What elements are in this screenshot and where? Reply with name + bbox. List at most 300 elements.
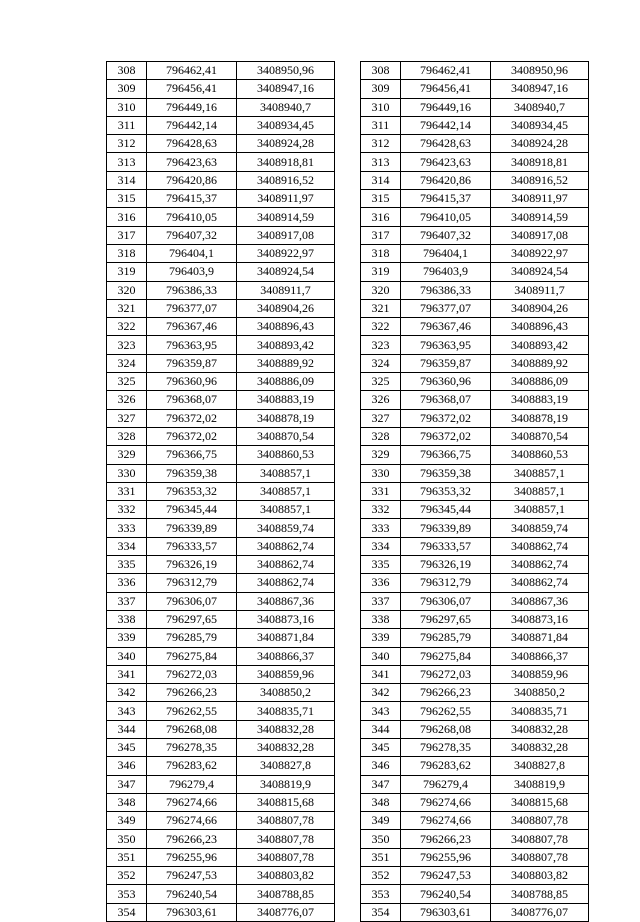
- point-number: 343: [361, 702, 401, 720]
- x-coordinate: 796404,1: [401, 244, 491, 262]
- point-number: 321: [361, 299, 401, 317]
- x-coordinate: 796303,61: [147, 903, 237, 921]
- y-coordinate: 3408950,96: [237, 62, 335, 80]
- point-number: 352: [361, 867, 401, 885]
- table-row: [107, 336, 335, 354]
- x-coordinate: 796360,96: [401, 373, 491, 391]
- table-row: [107, 720, 335, 738]
- x-coordinate: 796428,63: [401, 135, 491, 153]
- x-coordinate: 796240,54: [401, 885, 491, 903]
- x-coordinate: 796386,33: [147, 281, 237, 299]
- x-coordinate: 796247,53: [401, 867, 491, 885]
- y-coordinate: 3408835,71: [237, 702, 335, 720]
- x-coordinate: 796339,89: [401, 519, 491, 537]
- y-coordinate: 3408803,82: [237, 867, 335, 885]
- point-number: 347: [361, 775, 401, 793]
- table-row: [361, 226, 589, 244]
- x-coordinate: 796377,07: [401, 299, 491, 317]
- point-number: 339: [107, 629, 147, 647]
- x-coordinate: 796266,23: [147, 830, 237, 848]
- y-coordinate: 3408896,43: [491, 318, 589, 336]
- point-number: 333: [107, 519, 147, 537]
- point-number: 312: [361, 135, 401, 153]
- table-row: [361, 318, 589, 336]
- y-coordinate: 3408883,19: [237, 391, 335, 409]
- table-row: [361, 647, 589, 665]
- point-number: 341: [107, 665, 147, 683]
- point-number: 327: [361, 409, 401, 427]
- y-coordinate: 3408893,42: [491, 336, 589, 354]
- y-coordinate: 3408827,8: [237, 757, 335, 775]
- x-coordinate: 796272,03: [147, 665, 237, 683]
- x-coordinate: 796372,02: [401, 427, 491, 445]
- table-row: [107, 738, 335, 756]
- y-coordinate: 3408850,2: [237, 684, 335, 702]
- point-number: 311: [107, 116, 147, 134]
- x-coordinate: 796279,4: [147, 775, 237, 793]
- y-coordinate: 3408950,96: [491, 62, 589, 80]
- table-row: [107, 556, 335, 574]
- point-number: 340: [361, 647, 401, 665]
- y-coordinate: 3408807,78: [237, 812, 335, 830]
- point-number: 322: [107, 318, 147, 336]
- point-number: 335: [361, 556, 401, 574]
- x-coordinate: 796377,07: [147, 299, 237, 317]
- table-row: [361, 556, 589, 574]
- y-coordinate: 3408788,85: [491, 885, 589, 903]
- y-coordinate: 3408776,07: [237, 903, 335, 921]
- point-number: 334: [361, 537, 401, 555]
- y-coordinate: 3408918,81: [237, 153, 335, 171]
- table-row: [107, 519, 335, 537]
- point-number: 353: [107, 885, 147, 903]
- x-coordinate: 796410,05: [147, 208, 237, 226]
- y-coordinate: 3408815,68: [491, 793, 589, 811]
- x-coordinate: 796386,33: [401, 281, 491, 299]
- point-number: 346: [107, 757, 147, 775]
- table-row: [107, 263, 335, 281]
- point-number: 348: [107, 793, 147, 811]
- x-coordinate: 796462,41: [147, 62, 237, 80]
- x-coordinate: 796272,03: [401, 665, 491, 683]
- point-number: 326: [107, 391, 147, 409]
- table-row: [361, 738, 589, 756]
- y-coordinate: 3408896,43: [237, 318, 335, 336]
- y-coordinate: 3408857,1: [237, 501, 335, 519]
- table-row: [361, 299, 589, 317]
- table-row: [361, 336, 589, 354]
- x-coordinate: 796415,37: [147, 190, 237, 208]
- point-number: 344: [107, 720, 147, 738]
- x-coordinate: 796449,16: [147, 98, 237, 116]
- x-coordinate: 796266,23: [401, 830, 491, 848]
- y-coordinate: 3408860,53: [491, 446, 589, 464]
- point-number: 308: [107, 62, 147, 80]
- x-coordinate: 796279,4: [401, 775, 491, 793]
- x-coordinate: 796297,65: [147, 610, 237, 628]
- point-number: 319: [361, 263, 401, 281]
- x-coordinate: 796403,9: [147, 263, 237, 281]
- point-number: 323: [107, 336, 147, 354]
- coordinates-table-left: [106, 61, 335, 922]
- table-row: [361, 482, 589, 500]
- table-row: [107, 409, 335, 427]
- x-coordinate: 796275,84: [401, 647, 491, 665]
- y-coordinate: 3408873,16: [237, 610, 335, 628]
- table-row: [107, 135, 335, 153]
- y-coordinate: 3408807,78: [491, 812, 589, 830]
- point-number: 310: [361, 98, 401, 116]
- y-coordinate: 3408859,96: [491, 665, 589, 683]
- table-row: [361, 171, 589, 189]
- y-coordinate: 3408827,8: [491, 757, 589, 775]
- point-number: 320: [361, 281, 401, 299]
- point-number: 328: [361, 427, 401, 445]
- point-number: 310: [107, 98, 147, 116]
- y-coordinate: 3408873,16: [491, 610, 589, 628]
- point-number: 326: [361, 391, 401, 409]
- y-coordinate: 3408870,54: [237, 427, 335, 445]
- x-coordinate: 796372,02: [147, 427, 237, 445]
- x-coordinate: 796303,61: [401, 903, 491, 921]
- table-row: [361, 116, 589, 134]
- point-number: 332: [107, 501, 147, 519]
- y-coordinate: 3408832,28: [491, 738, 589, 756]
- point-number: 311: [361, 116, 401, 134]
- y-coordinate: 3408860,53: [237, 446, 335, 464]
- y-coordinate: 3408866,37: [237, 647, 335, 665]
- table-row: [107, 171, 335, 189]
- x-coordinate: 796274,66: [147, 812, 237, 830]
- x-coordinate: 796420,86: [147, 171, 237, 189]
- y-coordinate: 3408832,28: [237, 738, 335, 756]
- y-coordinate: 3408889,92: [237, 354, 335, 372]
- x-coordinate: 796363,95: [401, 336, 491, 354]
- point-number: 327: [107, 409, 147, 427]
- x-coordinate: 796326,19: [147, 556, 237, 574]
- point-number: 308: [361, 62, 401, 80]
- x-coordinate: 796312,79: [401, 574, 491, 592]
- x-coordinate: 796268,08: [401, 720, 491, 738]
- x-coordinate: 796353,32: [401, 482, 491, 500]
- y-coordinate: 3408862,74: [237, 556, 335, 574]
- y-coordinate: 3408914,59: [237, 208, 335, 226]
- table-row: [107, 757, 335, 775]
- y-coordinate: 3408819,9: [491, 775, 589, 793]
- y-coordinate: 3408862,74: [491, 574, 589, 592]
- x-coordinate: 796345,44: [401, 501, 491, 519]
- y-coordinate: 3408911,7: [237, 281, 335, 299]
- y-coordinate: 3408886,09: [237, 373, 335, 391]
- table-row: [361, 848, 589, 866]
- x-coordinate: 796367,46: [147, 318, 237, 336]
- point-number: 341: [361, 665, 401, 683]
- x-coordinate: 796285,79: [147, 629, 237, 647]
- point-number: 312: [107, 135, 147, 153]
- x-coordinate: 796420,86: [401, 171, 491, 189]
- y-coordinate: 3408807,78: [237, 848, 335, 866]
- point-number: 351: [107, 848, 147, 866]
- x-coordinate: 796423,63: [147, 153, 237, 171]
- x-coordinate: 796410,05: [401, 208, 491, 226]
- y-coordinate: 3408803,82: [491, 867, 589, 885]
- table-row: [107, 281, 335, 299]
- y-coordinate: 3408776,07: [491, 903, 589, 921]
- x-coordinate: 796359,38: [401, 464, 491, 482]
- point-number: 325: [361, 373, 401, 391]
- point-number: 352: [107, 867, 147, 885]
- table-row: [107, 482, 335, 500]
- point-number: 349: [361, 812, 401, 830]
- point-number: 324: [107, 354, 147, 372]
- point-number: 315: [107, 190, 147, 208]
- y-coordinate: 3408870,54: [491, 427, 589, 445]
- x-coordinate: 796274,66: [147, 793, 237, 811]
- table-row: [107, 116, 335, 134]
- x-coordinate: 796278,35: [147, 738, 237, 756]
- point-number: 337: [107, 592, 147, 610]
- point-number: 316: [107, 208, 147, 226]
- y-coordinate: 3408807,78: [491, 848, 589, 866]
- table-row: [361, 281, 589, 299]
- y-coordinate: 3408922,97: [491, 244, 589, 262]
- x-coordinate: 796306,07: [147, 592, 237, 610]
- point-number: 313: [361, 153, 401, 171]
- table-row: [107, 775, 335, 793]
- x-coordinate: 796366,75: [147, 446, 237, 464]
- y-coordinate: 3408857,1: [491, 464, 589, 482]
- x-coordinate: 796266,23: [401, 684, 491, 702]
- table-row: [107, 793, 335, 811]
- table-row: [361, 665, 589, 683]
- x-coordinate: 796359,87: [401, 354, 491, 372]
- x-coordinate: 796274,66: [401, 812, 491, 830]
- table-row: [361, 391, 589, 409]
- x-coordinate: 796255,96: [401, 848, 491, 866]
- x-coordinate: 796359,38: [147, 464, 237, 482]
- x-coordinate: 796285,79: [401, 629, 491, 647]
- y-coordinate: 3408917,08: [237, 226, 335, 244]
- x-coordinate: 796360,96: [147, 373, 237, 391]
- x-coordinate: 796240,54: [147, 885, 237, 903]
- x-coordinate: 796423,63: [401, 153, 491, 171]
- point-number: 343: [107, 702, 147, 720]
- y-coordinate: 3408934,45: [491, 116, 589, 134]
- table-row: [361, 446, 589, 464]
- y-coordinate: 3408832,28: [491, 720, 589, 738]
- table-row: [107, 464, 335, 482]
- table-row: [361, 793, 589, 811]
- point-number: 325: [107, 373, 147, 391]
- x-coordinate: 796367,46: [401, 318, 491, 336]
- table-row: [361, 885, 589, 903]
- point-number: 350: [361, 830, 401, 848]
- table-row: [361, 812, 589, 830]
- point-number: 351: [361, 848, 401, 866]
- x-coordinate: 796283,62: [401, 757, 491, 775]
- point-number: 314: [107, 171, 147, 189]
- point-number: 335: [107, 556, 147, 574]
- table-row: [361, 592, 589, 610]
- x-coordinate: 796255,96: [147, 848, 237, 866]
- point-number: 317: [361, 226, 401, 244]
- table-row: [361, 830, 589, 848]
- point-number: 350: [107, 830, 147, 848]
- x-coordinate: 796428,63: [147, 135, 237, 153]
- y-coordinate: 3408924,28: [491, 135, 589, 153]
- table-row: [361, 574, 589, 592]
- point-number: 334: [107, 537, 147, 555]
- table-row: [361, 427, 589, 445]
- point-number: 321: [107, 299, 147, 317]
- y-coordinate: 3408924,28: [237, 135, 335, 153]
- y-coordinate: 3408832,28: [237, 720, 335, 738]
- point-number: 319: [107, 263, 147, 281]
- table-row: [107, 80, 335, 98]
- y-coordinate: 3408883,19: [491, 391, 589, 409]
- point-number: 330: [361, 464, 401, 482]
- table-row: [107, 702, 335, 720]
- x-coordinate: 796274,66: [401, 793, 491, 811]
- y-coordinate: 3408862,74: [491, 537, 589, 555]
- point-number: 353: [361, 885, 401, 903]
- point-number: 345: [361, 738, 401, 756]
- y-coordinate: 3408889,92: [491, 354, 589, 372]
- table-row: [361, 775, 589, 793]
- y-coordinate: 3408871,84: [237, 629, 335, 647]
- table-row: [107, 153, 335, 171]
- table-row: [361, 702, 589, 720]
- y-coordinate: 3408788,85: [237, 885, 335, 903]
- y-coordinate: 3408922,97: [237, 244, 335, 262]
- table-row: [361, 80, 589, 98]
- point-number: 331: [361, 482, 401, 500]
- x-coordinate: 796407,32: [401, 226, 491, 244]
- table-row: [107, 574, 335, 592]
- table-row: [361, 244, 589, 262]
- x-coordinate: 796283,62: [147, 757, 237, 775]
- table-row: [107, 610, 335, 628]
- point-number: 344: [361, 720, 401, 738]
- table-row: [361, 684, 589, 702]
- y-coordinate: 3408857,1: [491, 482, 589, 500]
- y-coordinate: 3408947,16: [237, 80, 335, 98]
- y-coordinate: 3408917,08: [491, 226, 589, 244]
- point-number: 316: [361, 208, 401, 226]
- point-number: 332: [361, 501, 401, 519]
- table-row: [107, 446, 335, 464]
- x-coordinate: 796278,35: [401, 738, 491, 756]
- y-coordinate: 3408819,9: [237, 775, 335, 793]
- x-coordinate: 796407,32: [147, 226, 237, 244]
- y-coordinate: 3408918,81: [491, 153, 589, 171]
- table-row: [361, 629, 589, 647]
- y-coordinate: 3408924,54: [491, 263, 589, 281]
- point-number: 313: [107, 153, 147, 171]
- table-row: [107, 665, 335, 683]
- table-row: [107, 537, 335, 555]
- x-coordinate: 796415,37: [401, 190, 491, 208]
- point-number: 349: [107, 812, 147, 830]
- x-coordinate: 796339,89: [147, 519, 237, 537]
- point-number: 317: [107, 226, 147, 244]
- y-coordinate: 3408857,1: [491, 501, 589, 519]
- y-coordinate: 3408867,36: [491, 592, 589, 610]
- point-number: 318: [361, 244, 401, 262]
- x-coordinate: 796442,14: [147, 116, 237, 134]
- y-coordinate: 3408866,37: [491, 647, 589, 665]
- point-number: 342: [361, 684, 401, 702]
- x-coordinate: 796345,44: [147, 501, 237, 519]
- point-number: 348: [361, 793, 401, 811]
- table-row: [107, 812, 335, 830]
- table-row: [361, 501, 589, 519]
- x-coordinate: 796372,02: [401, 409, 491, 427]
- point-number: 314: [361, 171, 401, 189]
- x-coordinate: 796359,87: [147, 354, 237, 372]
- x-coordinate: 796372,02: [147, 409, 237, 427]
- y-coordinate: 3408924,54: [237, 263, 335, 281]
- x-coordinate: 796306,07: [401, 592, 491, 610]
- y-coordinate: 3408934,45: [237, 116, 335, 134]
- point-number: 347: [107, 775, 147, 793]
- point-number: 346: [361, 757, 401, 775]
- table-row: [107, 501, 335, 519]
- point-number: 342: [107, 684, 147, 702]
- table-row: [107, 98, 335, 116]
- y-coordinate: 3408859,74: [491, 519, 589, 537]
- point-number: 329: [107, 446, 147, 464]
- point-number: 354: [107, 903, 147, 921]
- y-coordinate: 3408871,84: [491, 629, 589, 647]
- y-coordinate: 3408916,52: [491, 171, 589, 189]
- x-coordinate: 796333,57: [401, 537, 491, 555]
- table-row: [361, 153, 589, 171]
- y-coordinate: 3408859,96: [237, 665, 335, 683]
- table-row: [107, 373, 335, 391]
- y-coordinate: 3408904,26: [237, 299, 335, 317]
- y-coordinate: 3408893,42: [237, 336, 335, 354]
- x-coordinate: 796266,23: [147, 684, 237, 702]
- point-number: 322: [361, 318, 401, 336]
- table-row: [107, 62, 335, 80]
- point-number: 330: [107, 464, 147, 482]
- x-coordinate: 796268,08: [147, 720, 237, 738]
- table-row: [361, 903, 589, 921]
- point-number: 336: [107, 574, 147, 592]
- y-coordinate: 3408886,09: [491, 373, 589, 391]
- y-coordinate: 3408940,7: [237, 98, 335, 116]
- point-number: 318: [107, 244, 147, 262]
- point-number: 354: [361, 903, 401, 921]
- table-row: [107, 226, 335, 244]
- table-row: [361, 190, 589, 208]
- x-coordinate: 796333,57: [147, 537, 237, 555]
- point-number: 328: [107, 427, 147, 445]
- table-row: [107, 629, 335, 647]
- point-number: 333: [361, 519, 401, 537]
- table-row: [107, 867, 335, 885]
- table-row: [361, 263, 589, 281]
- y-coordinate: 3408815,68: [237, 793, 335, 811]
- point-number: 340: [107, 647, 147, 665]
- table-row: [361, 720, 589, 738]
- y-coordinate: 3408878,19: [237, 409, 335, 427]
- y-coordinate: 3408859,74: [237, 519, 335, 537]
- y-coordinate: 3408862,74: [237, 537, 335, 555]
- x-coordinate: 796312,79: [147, 574, 237, 592]
- point-number: 329: [361, 446, 401, 464]
